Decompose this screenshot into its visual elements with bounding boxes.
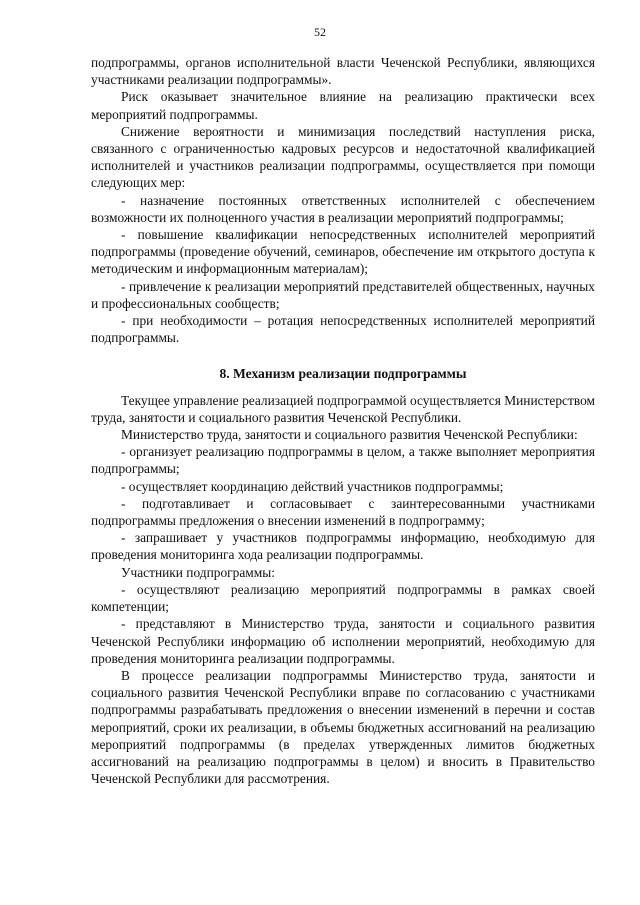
paragraph: Текущее управление реализацией подпрограммой осуществляется Министерством труда, занятости и социального развития Чеченской Республики. bbox=[91, 392, 595, 425]
paragraph: Риск оказывает значительное влияние на реализацию практически всех мероприятий подпрограммы. bbox=[91, 89, 595, 122]
paragraph: - назначение постоянных ответственных исполнителей с обеспечением возможности их полноценного участия в реализации мероприятий подпрограммы; bbox=[91, 192, 595, 225]
paragraph: Снижение вероятности и минимизация последствий наступления риска, связанного с ограниченностью кадровых ресурсов и недостаточной квалификацией исполнителей и участников реализации подпрограммы, осуществляется при помощи следующих мер: bbox=[91, 123, 595, 191]
paragraph: - при необходимости – ротация непосредственных исполнителей мероприятий подпрограммы. bbox=[91, 313, 595, 346]
paragraph: В процессе реализации подпрограммы Министерство труда, занятости и социального развития Чеченской Республики вправе по согласованию с участниками подпрограммы разрабатывать предложения о внесении изменений в перечни и состав мероприятий, сроки их реализации, в объемы бюджетных ассигнований на реализацию мероприятий подпрограммы (в пределах утвержденных лимитов бюджетных ассигнований на реализацию подпрограммы в целом) и вносить в Правительство Чеченской Республики для рассмотрения. bbox=[91, 667, 595, 787]
paragraph: Министерство труда, занятости и социального развития Чеченской Республики: bbox=[121, 427, 578, 443]
paragraph: - подготавливает и согласовывает с заинтересованными участниками подпрограммы предложения о внесении изменений в подпрограмму; bbox=[91, 495, 595, 529]
paragraph: Участники подпрограммы: bbox=[121, 564, 275, 580]
paragraph: - запрашивает у участников подпрограммы информацию, необходимую для проведения мониторинга хода реализации подпрограммы. bbox=[91, 530, 595, 563]
page-number: 52 bbox=[314, 25, 326, 39]
paragraphs-before bbox=[91, 54, 595, 346]
paragraph: - осуществляют реализацию мероприятий подпрограммы в рамках своей компетенции; bbox=[91, 581, 595, 615]
section-heading: 8. Механизм реализации подпрограммы bbox=[219, 366, 467, 382]
paragraph: - осуществляет координацию действий участников подпрограммы; bbox=[121, 478, 504, 494]
paragraphs-after bbox=[91, 392, 595, 788]
paragraph: подпрограммы, органов исполнительной власти Чеченской Республики, являющихся участниками реализации подпрограммы». bbox=[91, 55, 595, 88]
paragraph: - повышение квалификации непосредственных исполнителей мероприятий подпрограммы (проведение обучений, семинаров, обеспечение им открытого доступа к методическим и информационным материалам); bbox=[91, 227, 595, 277]
paragraph: - представляют в Министерство труда, занятости и социального развития Чеченской Республики информацию об исполнении мероприятий, необходимую для проведения мониторинга реализации подпрограммы. bbox=[91, 616, 595, 666]
paragraph: - привлечение к реализации мероприятий представителей общественных, научных и профессиональных сообществ; bbox=[91, 278, 595, 311]
paragraph: - организует реализацию подпрограммы в целом, а также выполняет мероприятия подпрограммы; bbox=[91, 444, 595, 477]
body-text bbox=[91, 54, 595, 787]
